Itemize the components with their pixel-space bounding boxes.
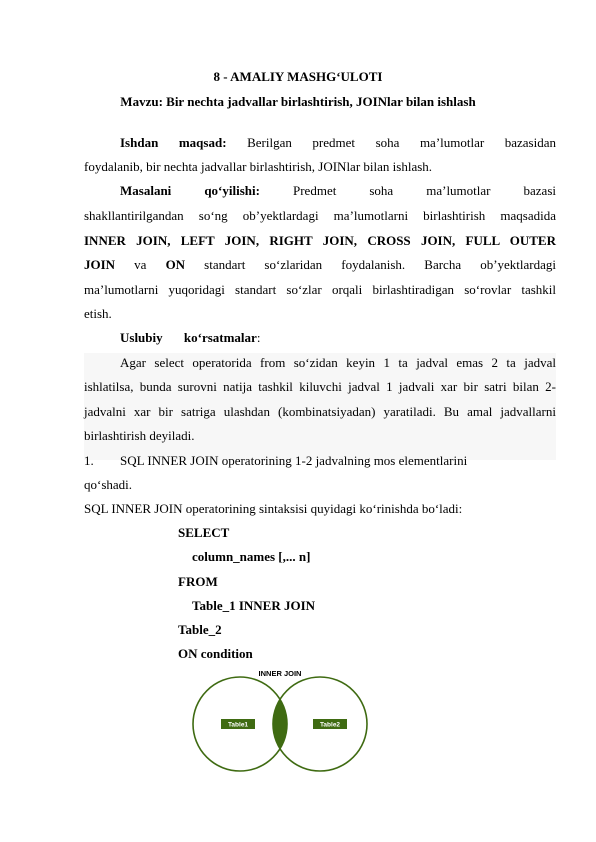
task-line-4 <box>84 257 556 273</box>
task-line-5: ma’lumotlarni yuqoridagi standart so‘zlar orqali birlashtiradigan so‘rovlar tashkil <box>84 282 556 297</box>
method-heading <box>120 330 260 346</box>
method-colon: : <box>256 330 261 345</box>
syntax-intro: SQL INNER JOIN operatorining sintaksisi quyidagi ko‘rinishda bo‘ladi: <box>84 501 463 516</box>
on-keyword: ON <box>165 257 186 272</box>
aim-line1-rest: Berilgan predmet soha ma’lumotlar bazasidan <box>247 135 557 150</box>
para-line-2: ishlatilsa, bunda surovni natija tashkil kiluvchi jadval 1 jadvali xar bir satri bilan 2- <box>84 379 556 394</box>
para-line-3: jadvalni xar bir satriga ulashdan (kombinatsiyadan) yaratiladi. Bu amal jadvallarni <box>84 404 556 419</box>
para-line-4: birlashtirish deyiladi. <box>84 428 195 443</box>
va-word: va <box>134 257 147 272</box>
method-label: Uslubiy ko‘rsatmalar <box>120 330 257 345</box>
code-from: FROM <box>178 574 218 589</box>
task-line-2: shakllantirilgandan so‘ng ob’yektlardagi ma’lumotlarni birlashtirish maqsadida <box>84 208 556 223</box>
code-columns: column_names [,... n] <box>192 549 311 564</box>
task-line-3: INNER JOIN, LEFT JOIN, RIGHT JOIN, CROSS JOIN, FULL OUTER <box>84 233 556 248</box>
aim-line-2: foydalanib, bir nechta jadvallar birlashtirish, JOINlar bilan ishlash. <box>84 159 433 174</box>
item-number: 1. <box>84 453 94 468</box>
code-on-condition: ON condition <box>178 646 253 661</box>
venn-title: INNER JOIN <box>258 669 302 678</box>
aim-line-1 <box>120 135 556 151</box>
venn-right-label: Table2 <box>319 721 341 729</box>
code-table2: Table_2 <box>178 622 222 637</box>
task-label: Masalani qo‘yilishi: <box>120 183 260 198</box>
code-table1: Table_1 INNER JOIN <box>192 598 316 613</box>
task-line4-rest: standart so‘zlaridan foydalanish. Barcha ob’yektlardagi <box>204 257 557 272</box>
item-text: SQL INNER JOIN operatorining 1-2 jadvalning mos elementlarini <box>120 453 468 468</box>
para-line-1: Agar select operatorida from so‘zidan keyin 1 ta jadval emas 2 ta jadval <box>120 355 556 370</box>
aim-label: Ishdan maqsad: <box>120 135 227 150</box>
join-keyword: JOIN <box>84 257 116 272</box>
code-select: SELECT <box>178 525 230 540</box>
task-line-6: etish. <box>84 306 112 321</box>
page-title: 8 - AMALIY MASHG‘ULOTI <box>213 69 383 84</box>
item-text-cont: qo‘shadi. <box>84 477 133 492</box>
task-line-1 <box>120 183 556 199</box>
inner-join-venn-diagram <box>188 664 388 774</box>
venn-left-label: Table1 <box>227 721 249 729</box>
topic-line: Mavzu: Bir nechta jadvallar birlashtirish, JOINlar bilan ishlash <box>120 94 476 109</box>
task-line1-rest: Predmet soha ma’lumotlar bazasi <box>293 183 557 198</box>
